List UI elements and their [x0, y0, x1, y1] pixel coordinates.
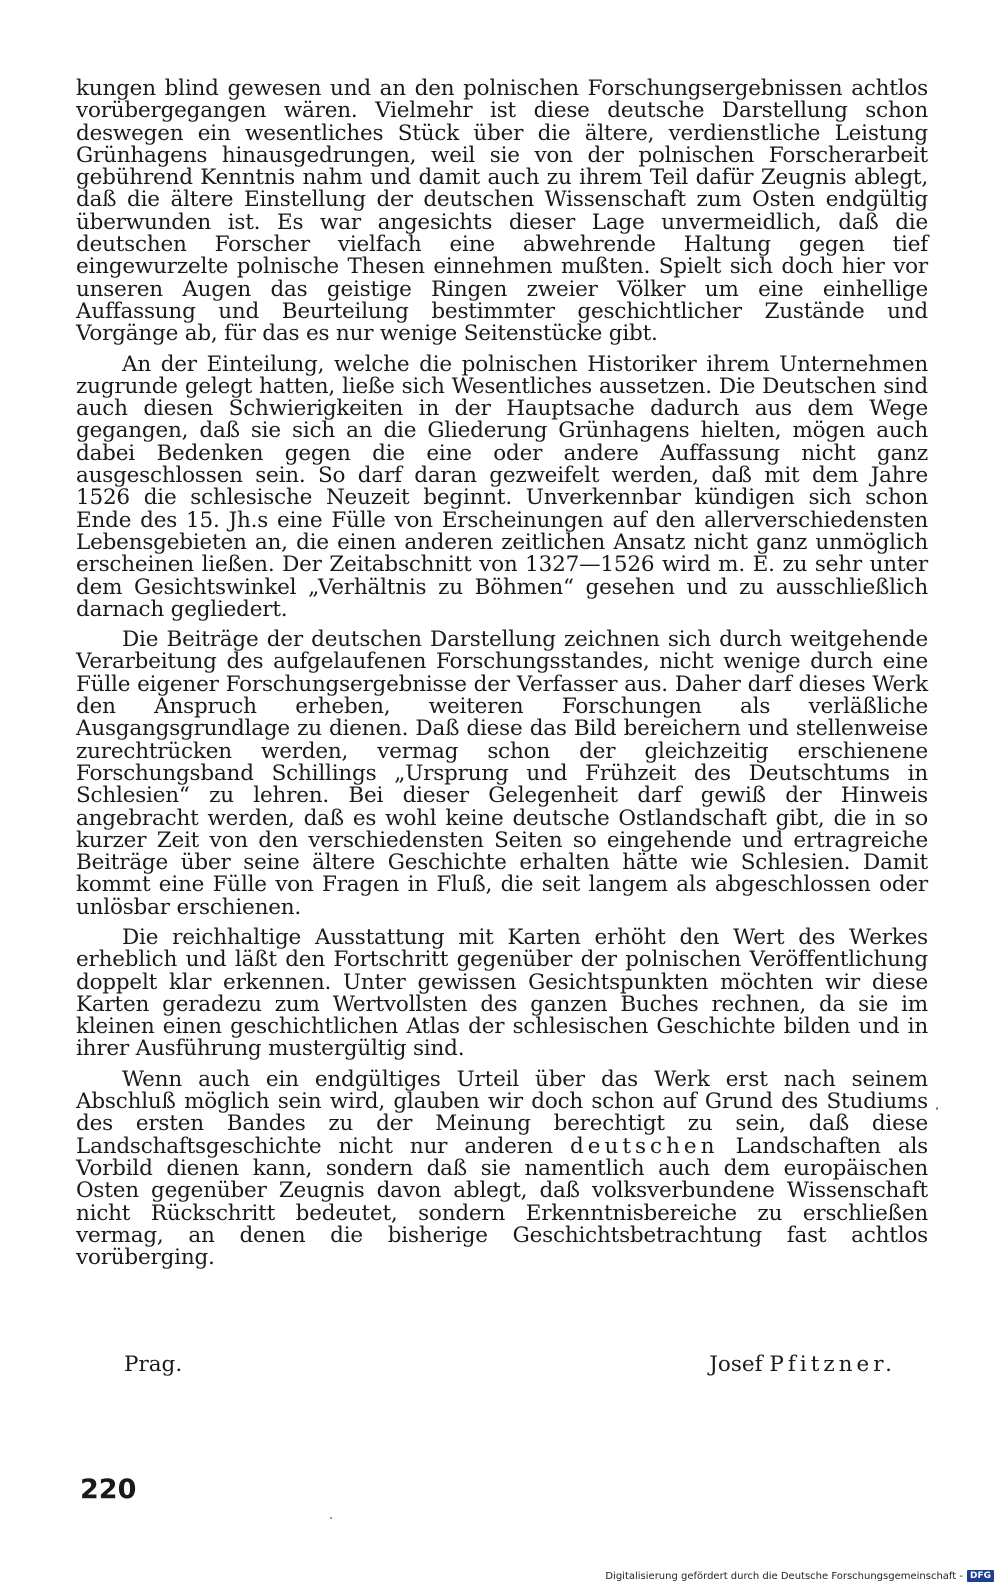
author-first-name: Josef [709, 1352, 763, 1377]
author-last-name: Pfitzner. [769, 1352, 896, 1377]
paragraph-5-part-1: Wenn auch ein endgültiges Urteil über das Werk erst nach seinem Abschluß möglich sein wird, glauben wir doch schon auf Grund des Studiums des ersten Bandes zu der Meinung berechtigt zu sein, daß diese Landschaftsgeschichte nicht nur anderen [76, 1066, 928, 1159]
footer-text: Digitalisierung gefördert durch die Deutsche Forschungsgemeinschaft - [605, 1570, 963, 1582]
paragraph-4: Die reichhaltige Ausstattung mit Karten erhöht den Wert des Werkes erheblich und läßt den Fortschritt gegenüber der polnischen Veröffentlichung doppelt klar erkennen. Unter gewissen Gesichtspunkten möchten wir diese Karten geradezu zum Wertvollsten des ganzen Buches rechnen, da sie im kleinen einen geschichtlichen Atlas der schlesischen Geschichte bilden und in ihrer Ausführung mustergültig sind. [76, 924, 928, 1062]
paragraph-3: Die Beiträge der deutschen Darstellung zeichnen sich durch weitgehende Verarbeitung des aufgelaufenen Forschungsstandes, nicht wenige durch eine Fülle eigener Forschungsergebnisse der Verfasser aus. Daher darf dieses Werk den Anspruch erheben, weiteren Forschungen als verläßliche Ausgangsgrundlage zu dienen. Daß diese das Bild bereichern und stellenweise zurechtrücken werden, vermag schon der gleichzeitig erschienene Forschungsband Schillings „Ursprung und Frühzeit des Deutschtums in Schlesien“ zu lehren. Bei dieser Gelegenheit darf gewiß der Hinweis angebracht werden, daß es wohl keine deutsche Ostlandschaft gibt, die in so kurzer Zeit von den verschiedensten Seiten so eingehende und ertragreiche Beiträge über seine ältere Geschichte erhalten hätte wie Schlesien. Damit kommt eine Fülle von Fragen in Fluß, die seit langem als abgeschlossen oder unlösbar erschienen. [76, 627, 928, 920]
paragraph-5 [76, 1066, 929, 1271]
paragraph-5-part-2: Landschaften als Vorbild dienen kann, sondern daß sie namentlich auch dem europäischen Osten gegenüber Zeugnis davon ablegt, daß volksverbundene Wissenschaft nicht Rückschritt bedeutet, sondern Erkenntnisbereiche zu erschließen vermag, an denen die bisherige Geschichtsbetrachtung fast achtlos vorüberging. [76, 1133, 929, 1271]
page-number: 220 [80, 1474, 137, 1505]
paragraph-1: kungen blind gewesen und an den polnischen Forschungsergebnissen achtlos vorübergegangen wären. Vielmehr ist diese deutsche Darstellung schon deswegen ein wesentliches Stück über die ältere, verdienstliche Leistung Grünhagens hinausgedrungen, weil sie von der polnischen Forscherarbeit gebührend Kenntnis nahm und damit auch zu ihrem Teil dafür Zeugnis ablegt, daß die ältere Einstellung der deutschen Wissenschaft zum Osten endgültig überwunden ist. Es war angesichts dieser Lage unvermeidlich, daß die deutschen Forscher vielfach eine abwehrende Haltung gegen tief eingewurzelte polnische Thesen einnehmen mußten. Spielt sich doch hier vor unseren Augen das geistige Ringen zweier Völker um eine einhellige Auffassung und Beurteilung bestimmter geschichtlicher Zustände und Vorgänge ab, für das es nur wenige Seitenstücke gibt. [76, 76, 928, 347]
paragraph-2: An der Einteilung, welche die polnischen Historiker ihrem Unternehmen zugrunde gelegt hatten, ließe sich Wesentliches aussetzen. Die Deutschen sind auch diesen Schwierigkeiten in der Hauptsache dadurch aus dem Wege gegangen, daß sie sich an die Gliederung Grünhagens hielten, mögen auch dabei Bedenken gegen die eine oder andere Auffassung nicht ganz ausgeschlossen sein. So darf daran gezweifelt werden, daß mit dem Jahre 1526 die schlesische Neuzeit beginnt. Unverkennbar kündigen sich schon Ende des 15. Jh.s eine Fülle von Erscheinungen auf den allerverschiedensten Lebensgebieten an, die einen anderen zeitlichen Ansatz nicht ganz unmöglich erscheinen ließen. Der Zeitabschnitt von 1327—1526 wird m. E. zu sehr unter dem Gesichtswinkel „Verhältnis zu Böhmen“ gesehen und zu ausschließlich darnach gegliedert. [76, 351, 928, 622]
emphasized-word: deutschen [570, 1133, 719, 1159]
signoff [76, 1352, 896, 1377]
digitization-footer [605, 1570, 994, 1582]
dfg-logo-icon: DFG [967, 1570, 994, 1582]
scan-speck [936, 1107, 938, 1110]
scan-speck [330, 1517, 332, 1519]
place-name: Prag. [124, 1352, 183, 1377]
author-name [709, 1352, 896, 1377]
page-body [76, 78, 928, 1269]
